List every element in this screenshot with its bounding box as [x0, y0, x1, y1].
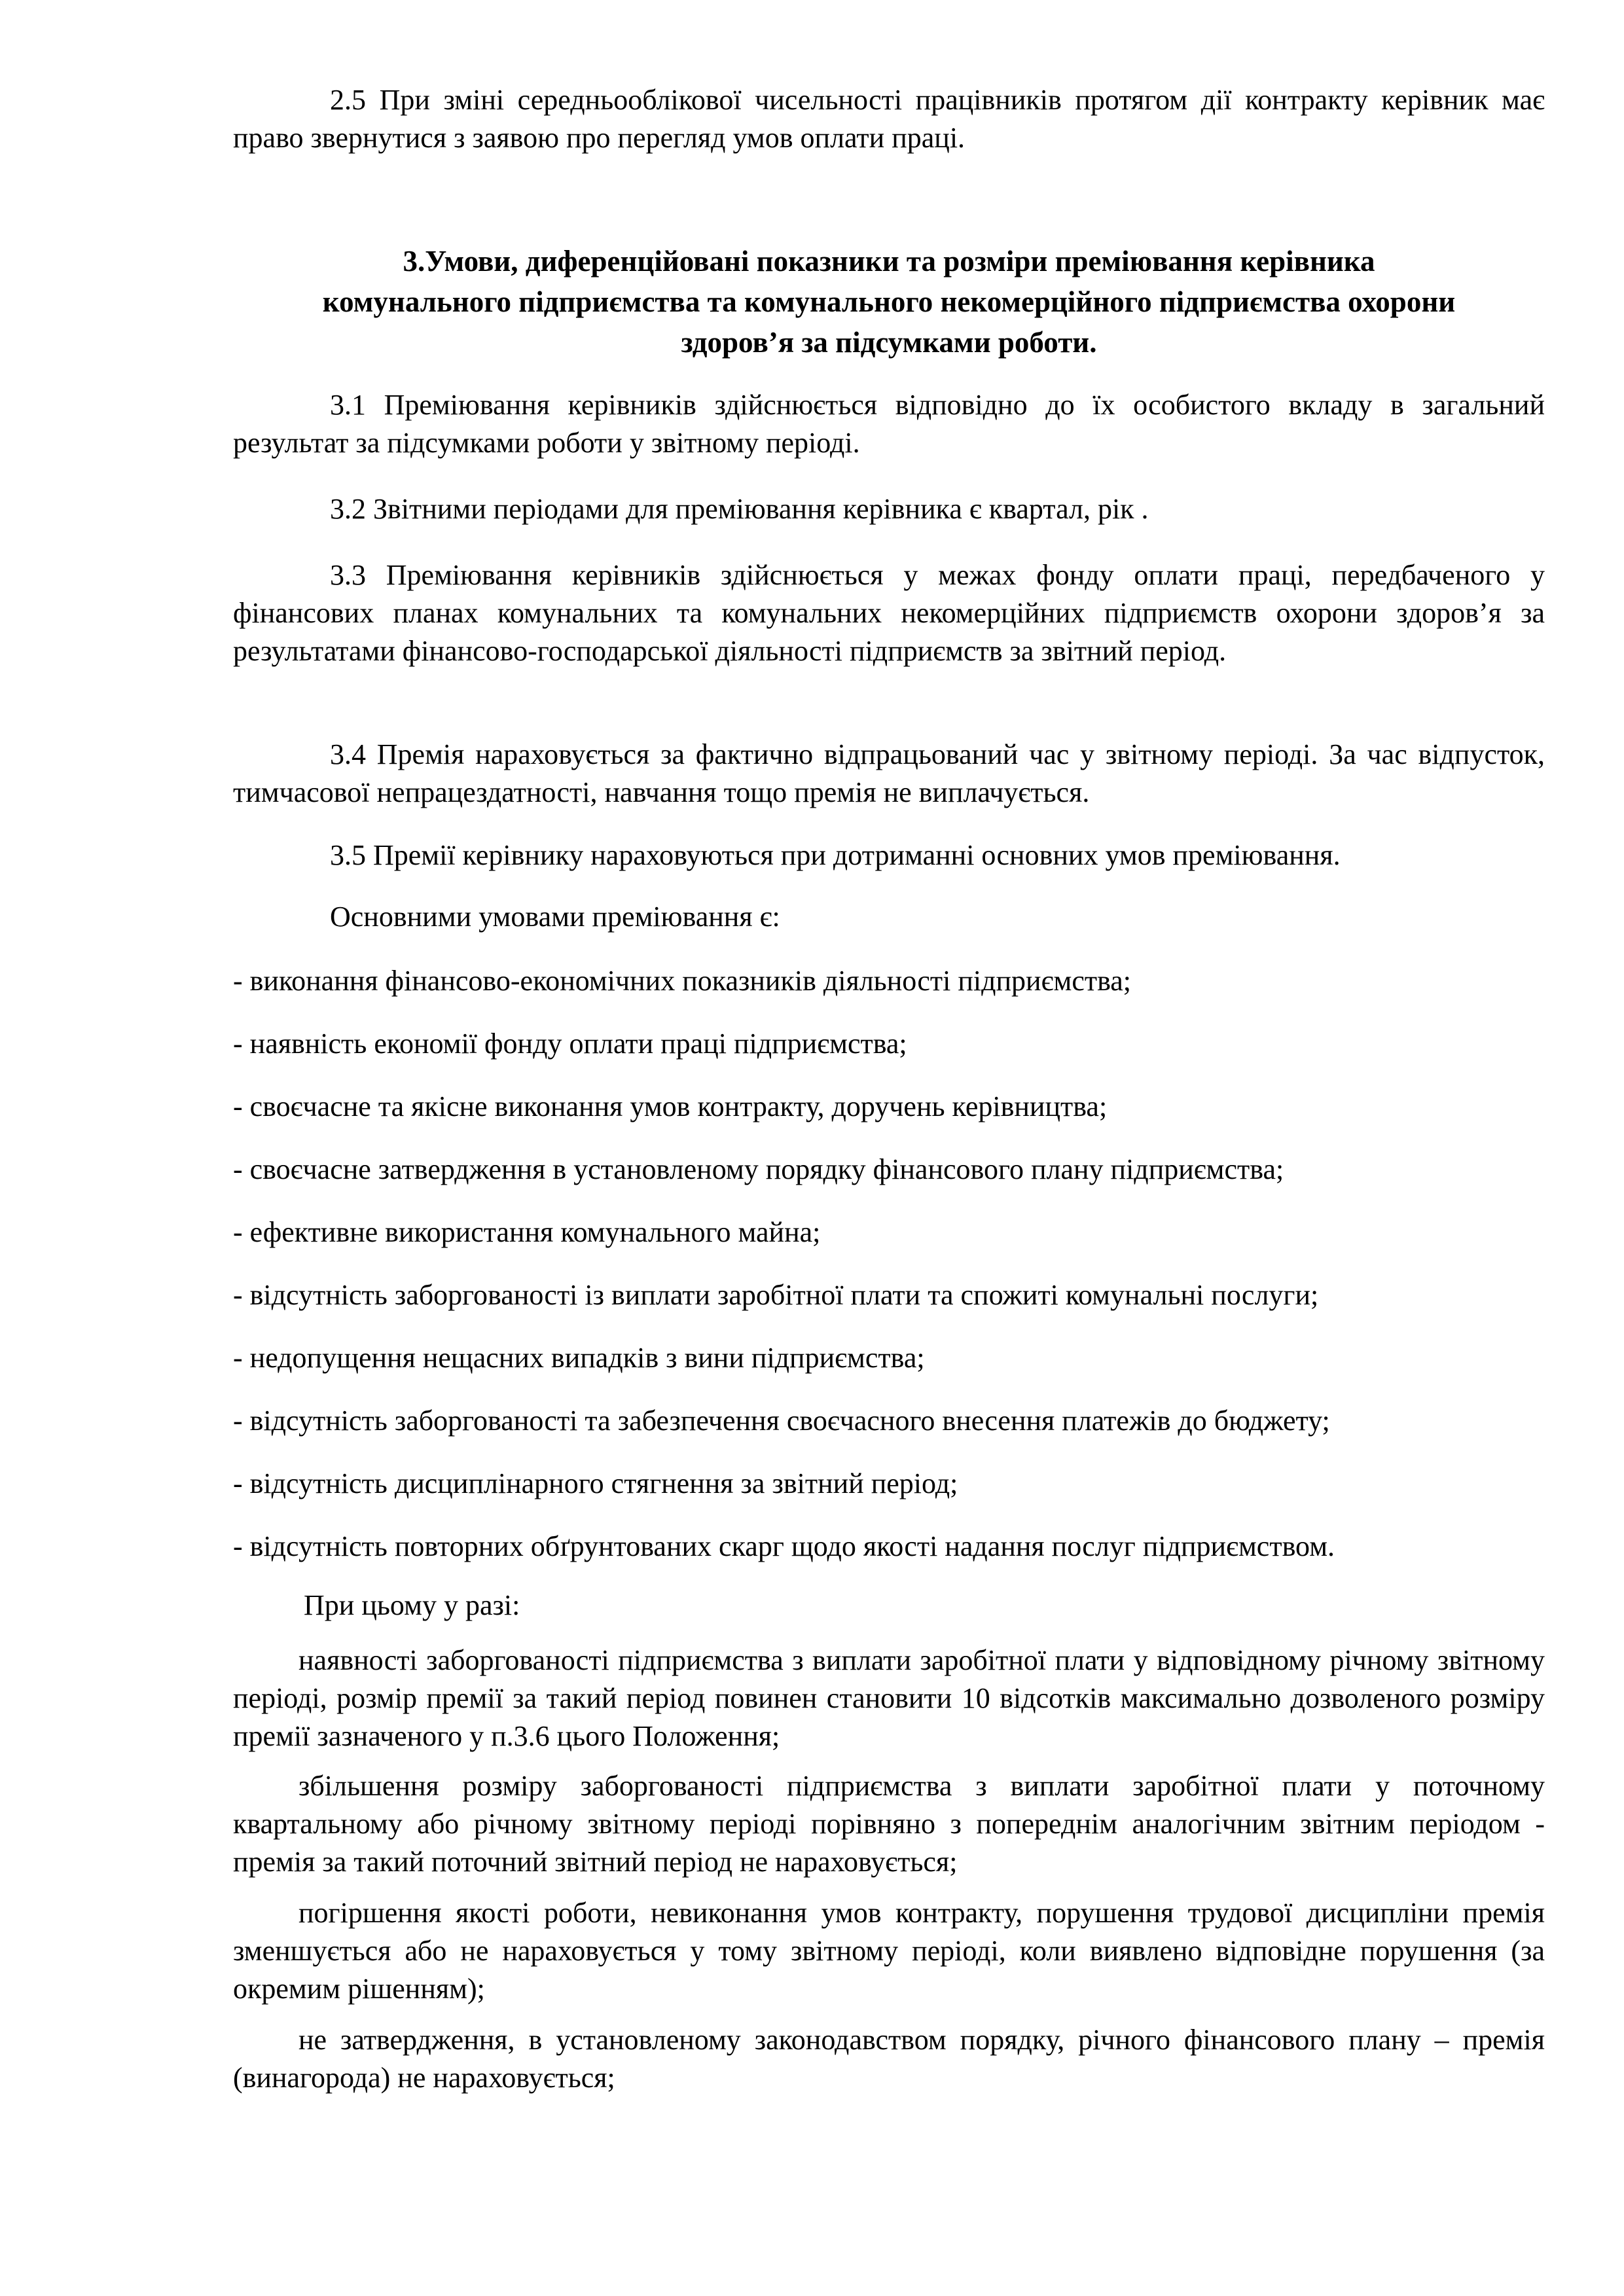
paragraph-3-3: 3.3 Преміювання керівників здійснюється у межах фонду оплати праці, передбаченого у фінансових планах комунальних та комунальних некомерційних підприємств охорони здоров’я за результатами фінансово-господарської діяльності підприємств за звітний період. — [233, 559, 1545, 667]
condition-item: - своєчасне затвердження в установленому порядку фінансового плану підприємства; — [233, 1153, 1284, 1185]
paragraph-3-1: 3.1 Преміювання керівників здійснюється відповідно до їх особистого вкладу в загальний результат за підсумками роботи у звітному періоді. — [233, 389, 1545, 459]
condition-item: - відсутність дисциплінарного стягнення за звітний період; — [233, 1467, 958, 1499]
paragraph-3-5: 3.5 Премії керівнику нараховуються при дотриманні основних умов преміювання. — [330, 839, 1341, 871]
conditions-intro: Основними умовами преміювання є: — [330, 901, 780, 933]
condition-item: - недопущення нещасних випадків з вини підприємства; — [233, 1342, 925, 1374]
condition-item: - відсутність повторних обґрунтованих скарг щодо якості надання послуг підприємством. — [233, 1530, 1335, 1562]
case-paragraph-debt-increase: збільшення розміру заборгованості підприємства з виплати заробітної плати у поточному квартальному або річному звітному періоді порівняно з попереднім аналогічним звітним періодом - премія за такий поточний звітний період не нараховується; — [233, 1770, 1545, 1878]
paragraph-3-2: 3.2 Звітними періодами для преміювання керівника є квартал, рік . — [330, 493, 1149, 525]
cases-intro: При цьому у разі: — [304, 1589, 520, 1621]
section-3-heading — [233, 241, 1545, 363]
condition-item: - наявність економії фонду оплати праці підприємства; — [233, 1028, 907, 1060]
condition-item: - виконання фінансово-економічних показників діяльності підприємства; — [233, 965, 1132, 997]
section-3-heading-line-1: 3.Умови, диференційовані показники та розміри преміювання керівника — [403, 245, 1375, 278]
section-3-heading-line-3: здоров’я за підсумками роботи. — [681, 326, 1097, 359]
condition-item: - своєчасне та якісне виконання умов контракту, доручень керівництва; — [233, 1090, 1108, 1122]
paragraph-2-5: 2.5 При зміні середньооблікової чисельності працівників протягом дії контракту керівник має право звернутися з заявою про перегляд умов оплати праці. — [233, 84, 1545, 154]
condition-item: - ефективне використання комунального майна; — [233, 1216, 821, 1248]
conditions-list — [233, 962, 1545, 1590]
case-paragraph-financial-plan: не затвердження, в установленому законодавством порядку, річного фінансового плану – премія (винагорода) не нараховується; — [233, 2024, 1545, 2094]
condition-item: - відсутність заборгованості із виплати заробітної плати та спожиті комунальні послуги; — [233, 1279, 1319, 1311]
case-paragraph-debt: наявності заборгованості підприємства з виплати заробітної плати у відповідному річному звітному періоді, розмір премії за такий період повинен становити 10 відсотків максимально дозволеного розміру премії зазначеного у п.3.6 цього Положення; — [233, 1644, 1545, 1752]
case-paragraph-quality: погіршення якості роботи, невиконання умов контракту, порушення трудової дисципліни премія зменшується або не нараховується у тому звітному періоді, коли виявлено відповідне порушення (за окремим рішенням); — [233, 1897, 1545, 2005]
section-3-heading-line-2: комунального підприємства та комунального некомерційного підприємства охорони — [322, 285, 1456, 318]
paragraph-3-4: 3.4 Премія нараховується за фактично відпрацьований час у звітному періоді. За час відпусток, тимчасової непрацездатності, навчання тощо премія не виплачується. — [233, 738, 1545, 808]
condition-item: - відсутність заборгованості та забезпечення своєчасного внесення платежів до бюджету; — [233, 1405, 1330, 1437]
